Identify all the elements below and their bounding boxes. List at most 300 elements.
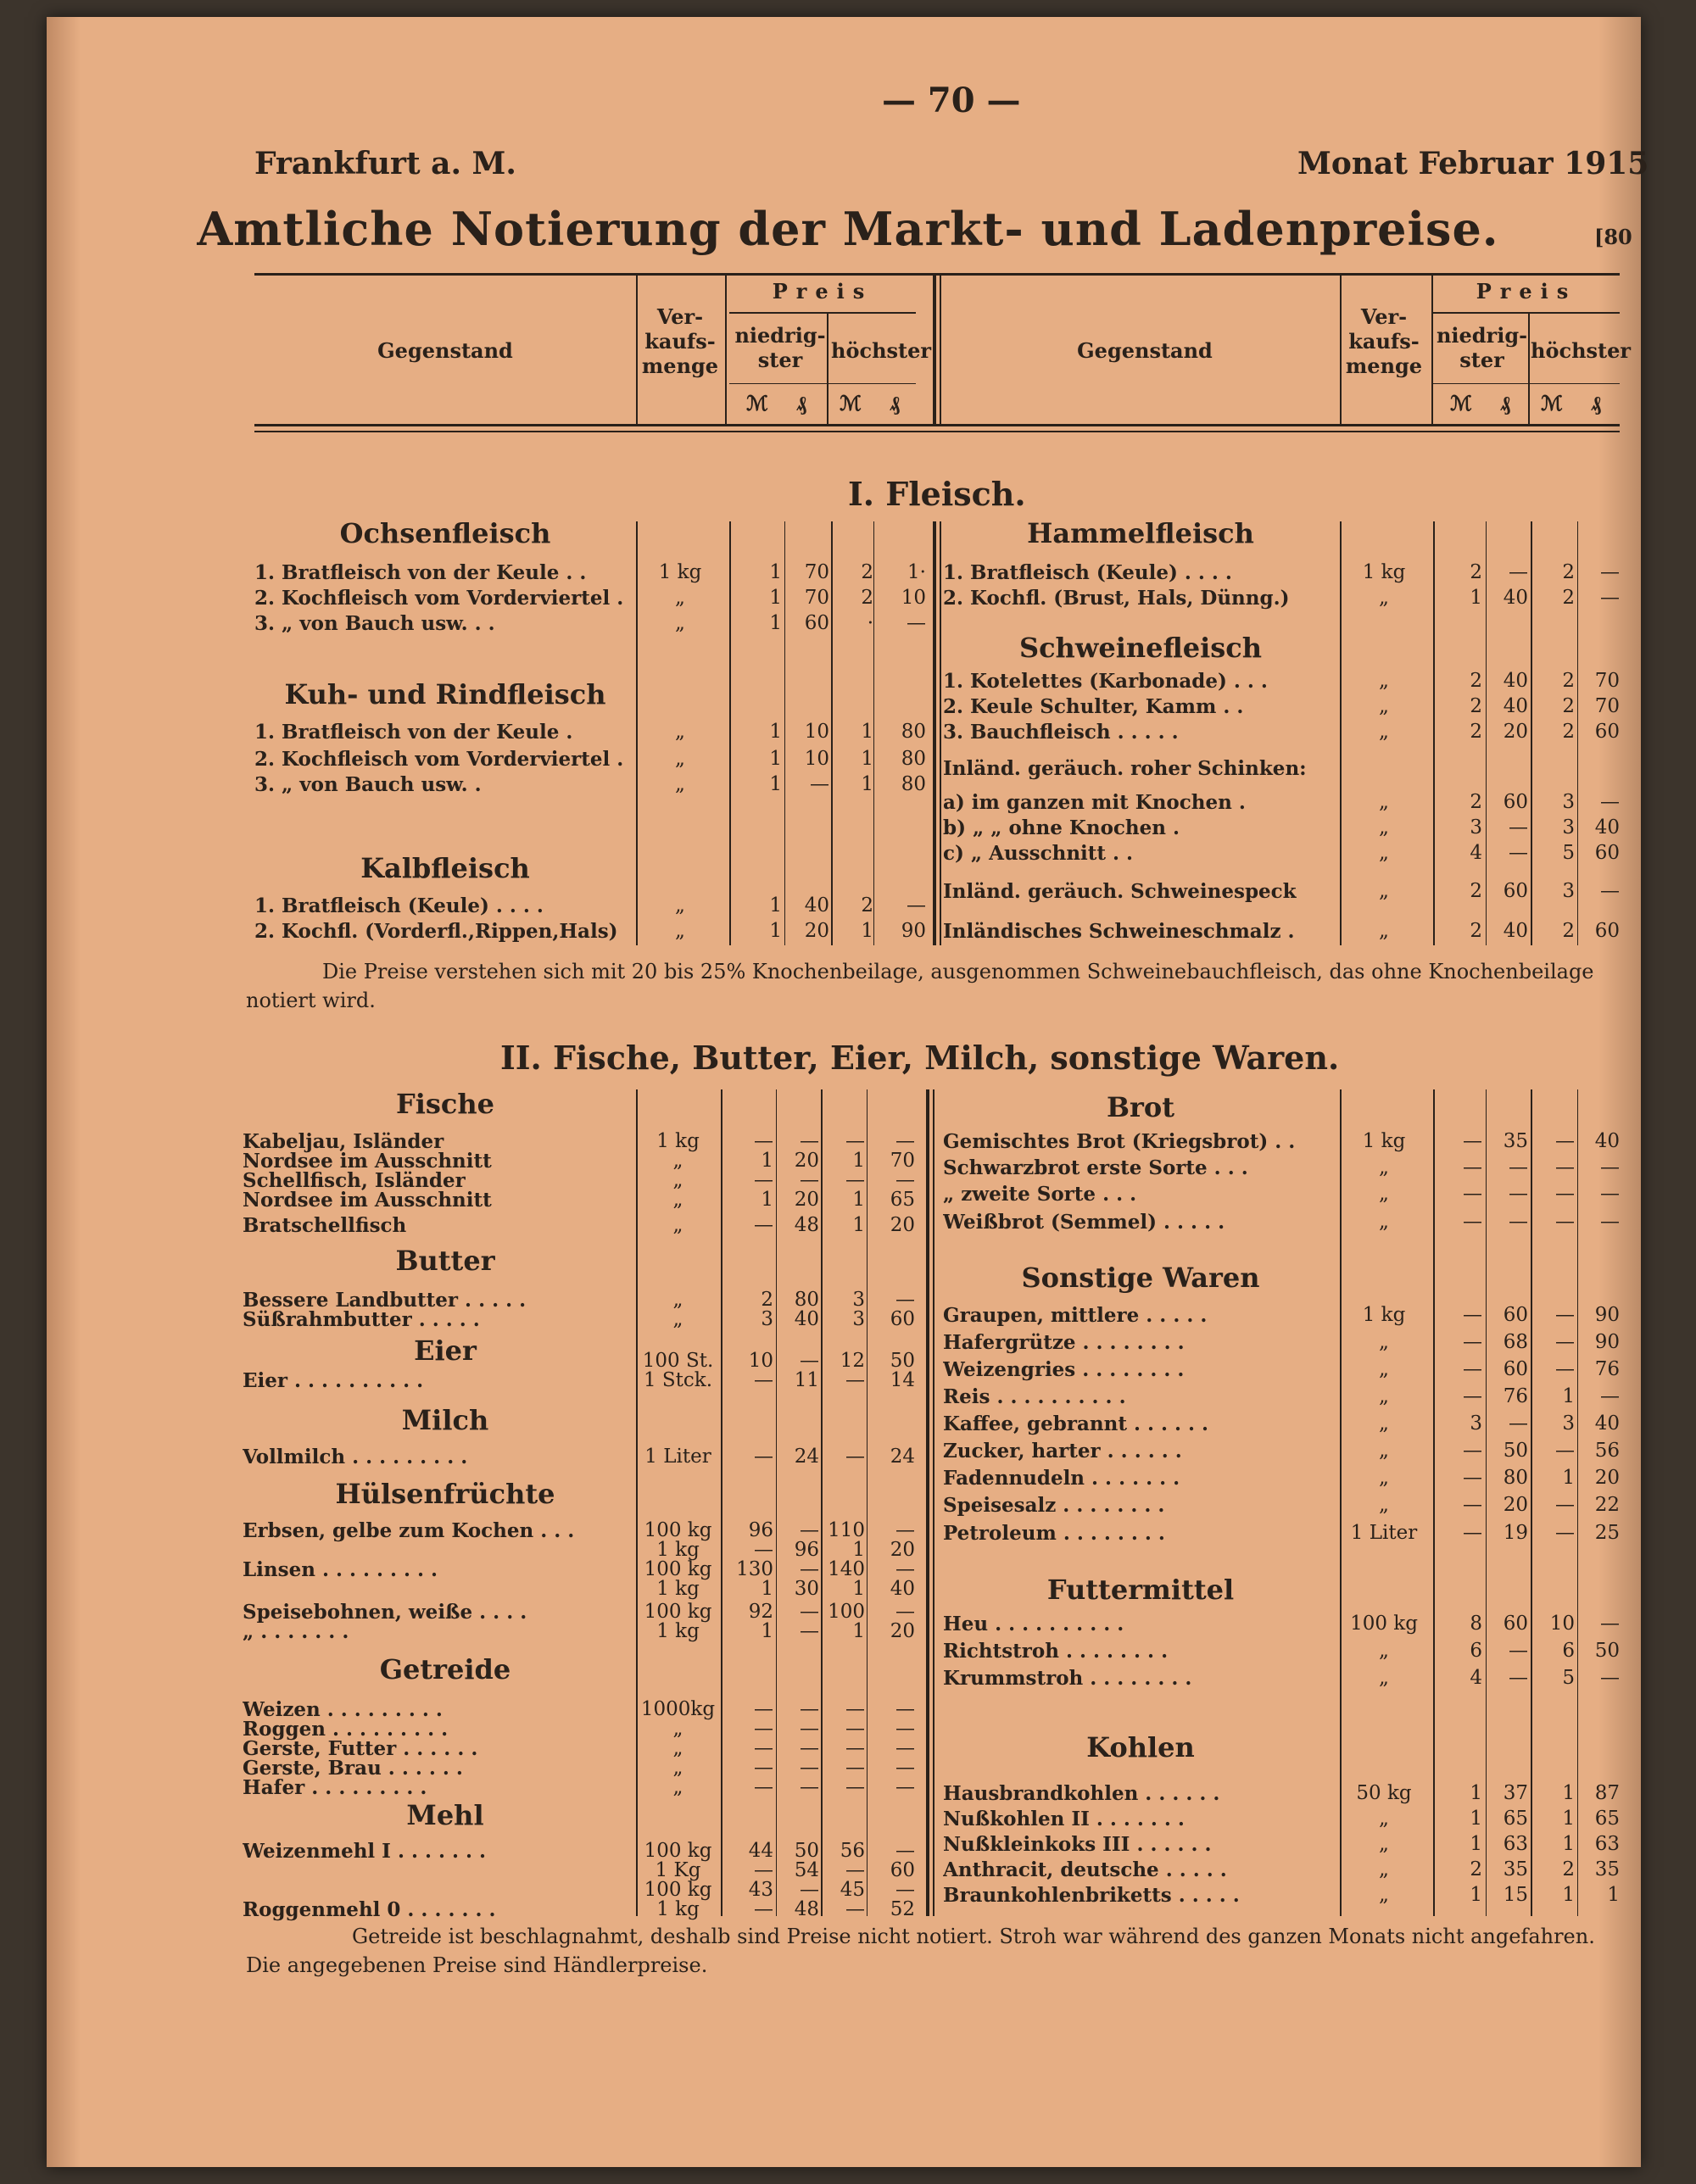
high-mark: — bbox=[1555, 1304, 1575, 1326]
item-label: 1. Bratfleisch von der Keule . bbox=[254, 721, 573, 744]
sale-quantity: „ bbox=[1379, 1183, 1389, 1205]
high-pf: 63 bbox=[1594, 1833, 1620, 1855]
high-pf: 60 bbox=[1594, 842, 1620, 864]
low-mark: 1 bbox=[1470, 1833, 1482, 1855]
header-gegenstand-left: Gegenstand bbox=[377, 338, 513, 363]
item-label: Graupen, mittlere . . . . . bbox=[943, 1304, 1208, 1327]
low-pf: 20 bbox=[794, 1150, 819, 1172]
high-mark: 1 bbox=[1562, 1782, 1575, 1804]
high-mark: 2 bbox=[861, 561, 873, 583]
low-pf: 60 bbox=[1503, 1613, 1528, 1635]
high-mark: — bbox=[1555, 1183, 1575, 1205]
high-pf: 1 bbox=[1607, 1884, 1620, 1906]
low-mark: 1 bbox=[769, 748, 782, 770]
high-mark: — bbox=[1555, 1440, 1575, 1462]
sale-quantity: „ bbox=[1379, 1358, 1389, 1380]
low-pf: — bbox=[1509, 816, 1528, 838]
low-pf: 24 bbox=[794, 1446, 819, 1468]
table-row bbox=[0, 1884, 1696, 1909]
item-label: Roggenmehl 0 . . . . . . . bbox=[243, 1898, 496, 1921]
sale-quantity: „ bbox=[1379, 791, 1389, 813]
high-pf: 90 bbox=[1594, 1331, 1620, 1353]
header-top-rule bbox=[254, 273, 1620, 276]
header-mark-right-1: ℳ bbox=[1450, 391, 1472, 415]
group-huelsenfruechte: Hülsenfrüchte bbox=[335, 1478, 555, 1510]
high-pf: — bbox=[895, 1840, 915, 1862]
high-mark: 3 bbox=[1562, 791, 1575, 813]
table-row bbox=[0, 791, 1696, 816]
group-schweinefleisch: Schweinefleisch bbox=[1018, 632, 1263, 664]
sale-quantity: 100 kg bbox=[644, 1879, 712, 1901]
sale-quantity: „ bbox=[675, 587, 685, 609]
sale-quantity: 1 Stck. bbox=[643, 1369, 713, 1391]
sale-quantity: „ bbox=[1379, 1494, 1389, 1516]
high-mark: 2 bbox=[1562, 587, 1575, 609]
low-mark: — bbox=[1463, 1156, 1482, 1178]
item-label: Heu . . . . . . . . . . bbox=[943, 1613, 1124, 1635]
note-knochenbeilage: Die Preise verstehen sich mit 20 bis 25% Knochenbeilage, ausgenommen Schweinebauchfleisch, das ohne Knochenbeilage notiert wird. bbox=[246, 960, 1594, 1012]
high-mark: — bbox=[845, 1859, 865, 1881]
low-mark: — bbox=[754, 1859, 773, 1881]
sale-quantity: „ bbox=[672, 1289, 683, 1311]
item-label: Kabeljau, Isländer bbox=[243, 1130, 444, 1153]
sale-quantity: „ bbox=[675, 721, 685, 743]
item-label: Weizengries . . . . . . . . bbox=[943, 1358, 1185, 1381]
high-pf: 20 bbox=[890, 1620, 915, 1642]
item-label: Vollmilch . . . . . . . . . bbox=[243, 1446, 468, 1468]
high-pf: — bbox=[1600, 561, 1620, 583]
low-mark: 1 bbox=[769, 561, 782, 583]
high-mark: 6 bbox=[1562, 1640, 1575, 1662]
high-mark: 5 bbox=[1562, 842, 1575, 864]
item-label: Speisesalz . . . . . . . . bbox=[943, 1494, 1165, 1517]
low-mark: — bbox=[754, 1698, 773, 1720]
table-row bbox=[0, 757, 1696, 783]
low-pf: 10 bbox=[804, 721, 829, 743]
high-pf: — bbox=[895, 1718, 915, 1740]
high-pf: 60 bbox=[1594, 721, 1620, 743]
table-row bbox=[0, 1640, 1696, 1665]
high-mark: — bbox=[1555, 1331, 1575, 1353]
high-pf: 70 bbox=[1594, 695, 1620, 717]
sale-quantity: „ bbox=[672, 1150, 683, 1172]
low-pf: — bbox=[800, 1558, 819, 1580]
low-mark: — bbox=[754, 1130, 773, 1152]
low-pf: — bbox=[800, 1776, 819, 1798]
high-pf: — bbox=[1600, 1183, 1620, 1205]
low-mark: 2 bbox=[1470, 721, 1482, 743]
sale-quantity: 1 kg bbox=[1362, 1130, 1406, 1152]
low-mark: — bbox=[1463, 1331, 1482, 1353]
low-mark: 130 bbox=[736, 1558, 773, 1580]
low-mark: 2 bbox=[1470, 920, 1482, 942]
low-pf: 37 bbox=[1503, 1782, 1528, 1804]
high-pf: 70 bbox=[1594, 670, 1620, 692]
group-kalbfleisch: Kalbfleisch bbox=[360, 852, 530, 884]
low-mark: 4 bbox=[1470, 1667, 1482, 1689]
sale-quantity: 1 kg bbox=[1362, 561, 1406, 583]
low-pf: 40 bbox=[804, 894, 829, 916]
low-pf: 10 bbox=[804, 748, 829, 770]
item-label: Gerste, Brau . . . . . . bbox=[243, 1757, 463, 1780]
table-row bbox=[0, 587, 1696, 612]
header-pf-left-2: ₰ bbox=[890, 391, 900, 415]
header-hoechster-left: höchster bbox=[831, 338, 932, 363]
high-pf: 60 bbox=[1594, 920, 1620, 942]
high-mark: 2 bbox=[1562, 670, 1575, 692]
high-mark: — bbox=[1555, 1522, 1575, 1544]
high-mark: 12 bbox=[840, 1350, 865, 1372]
sale-quantity: „ bbox=[1379, 1884, 1389, 1906]
table-row bbox=[0, 1304, 1696, 1329]
high-pf: 80 bbox=[901, 773, 926, 795]
sale-quantity: 100 kg bbox=[644, 1840, 712, 1862]
high-pf: — bbox=[895, 1289, 915, 1311]
low-pf: 68 bbox=[1503, 1331, 1528, 1353]
high-pf: — bbox=[895, 1601, 915, 1623]
item-label: Schwarzbrot erste Sorte . . . bbox=[943, 1156, 1248, 1179]
high-pf: — bbox=[895, 1776, 915, 1798]
sale-quantity: „ bbox=[672, 1776, 683, 1798]
item-label: Richtstroh . . . . . . . . bbox=[943, 1640, 1169, 1663]
sale-quantity: 1 kg bbox=[656, 1130, 700, 1152]
table-row bbox=[0, 1522, 1696, 1547]
sale-quantity: 100 kg bbox=[644, 1519, 712, 1541]
header-hoechster-right: höchster bbox=[1531, 338, 1632, 363]
sale-quantity: 1 kg bbox=[658, 561, 702, 583]
low-pf: 80 bbox=[1503, 1467, 1528, 1489]
low-pf: 70 bbox=[804, 561, 829, 583]
low-pf: — bbox=[800, 1757, 819, 1779]
low-pf: 60 bbox=[1503, 1358, 1528, 1380]
high-pf: — bbox=[1600, 880, 1620, 902]
item-label: Anthracit, deutsche . . . . . bbox=[943, 1858, 1227, 1881]
low-pf: 30 bbox=[794, 1578, 819, 1600]
low-mark: — bbox=[754, 1718, 773, 1740]
high-mark: 2 bbox=[861, 587, 873, 609]
low-mark: — bbox=[754, 1214, 773, 1236]
high-mark: — bbox=[1555, 1130, 1575, 1152]
high-pf: 20 bbox=[890, 1214, 915, 1236]
group-ochsenfleisch: Ochsenfleisch bbox=[339, 517, 551, 549]
low-pf: 19 bbox=[1503, 1522, 1528, 1544]
item-label: Erbsen, gelbe zum Kochen . . . bbox=[243, 1519, 575, 1542]
low-mark: 2 bbox=[1470, 670, 1482, 692]
sale-quantity: „ bbox=[1379, 842, 1389, 864]
high-pf: 56 bbox=[1594, 1440, 1620, 1462]
high-mark: 2 bbox=[1562, 561, 1575, 583]
high-mark: — bbox=[845, 1446, 865, 1468]
low-mark: 1 bbox=[1470, 1808, 1482, 1830]
item-label: 1. Kotelettes (Karbonade) . . . bbox=[943, 670, 1268, 693]
table-row bbox=[0, 816, 1696, 842]
sale-quantity: „ bbox=[672, 1718, 683, 1740]
header-niedrigster-left: niedrig- ster bbox=[734, 323, 826, 372]
sale-quantity: „ bbox=[675, 773, 685, 795]
high-pf: 40 bbox=[890, 1578, 915, 1600]
sale-quantity: „ bbox=[1379, 721, 1389, 743]
low-mark: 1 bbox=[769, 920, 782, 942]
high-mark: 1 bbox=[1562, 1884, 1575, 1906]
low-mark: — bbox=[1463, 1440, 1482, 1462]
high-mark: — bbox=[845, 1898, 865, 1920]
low-mark: 1 bbox=[761, 1620, 773, 1642]
high-pf: — bbox=[1600, 1156, 1620, 1178]
low-pf: — bbox=[800, 1519, 819, 1541]
low-pf: 65 bbox=[1503, 1808, 1528, 1830]
sale-quantity: 100 kg bbox=[644, 1558, 712, 1580]
low-pf: 50 bbox=[794, 1840, 819, 1862]
item-label: Weizenmehl I . . . . . . . bbox=[243, 1840, 487, 1863]
table-row bbox=[0, 670, 1696, 695]
sale-quantity: „ bbox=[1379, 587, 1389, 609]
high-mark: 1 bbox=[1562, 1467, 1575, 1489]
high-pf: — bbox=[1600, 1613, 1620, 1635]
item-label: Inländisches Schweineschmalz . bbox=[943, 920, 1295, 943]
high-mark: 45 bbox=[840, 1879, 865, 1901]
sale-quantity: „ bbox=[1379, 1667, 1389, 1689]
low-pf: — bbox=[810, 773, 829, 795]
low-mark: 1 bbox=[769, 612, 782, 634]
table-row bbox=[0, 721, 1696, 746]
low-mark: 1 bbox=[761, 1189, 773, 1211]
high-mark: 1 bbox=[1562, 1833, 1575, 1855]
item-label: 2. Kochfleisch vom Vorderviertel . bbox=[254, 748, 624, 771]
low-mark: — bbox=[754, 1539, 773, 1561]
header-mark-left-1: ℳ bbox=[746, 391, 768, 415]
low-mark: 2 bbox=[1470, 695, 1482, 717]
high-mark: 1 bbox=[1562, 1808, 1575, 1830]
table-row bbox=[0, 1211, 1696, 1236]
high-pf: 22 bbox=[1594, 1494, 1620, 1516]
low-pf: — bbox=[800, 1718, 819, 1740]
low-mark: — bbox=[754, 1737, 773, 1759]
low-mark: — bbox=[754, 1757, 773, 1779]
low-mark: — bbox=[1463, 1467, 1482, 1489]
high-mark: 1 bbox=[852, 1578, 865, 1600]
low-pf: 15 bbox=[1503, 1884, 1528, 1906]
item-label: Speisebohnen, weiße . . . . bbox=[243, 1601, 527, 1624]
low-mark: 3 bbox=[1470, 1412, 1482, 1435]
item-label: Krummstroh . . . . . . . . bbox=[943, 1667, 1192, 1690]
low-mark: — bbox=[1463, 1522, 1482, 1544]
low-mark: 96 bbox=[748, 1519, 773, 1541]
high-pf: 90 bbox=[901, 920, 926, 942]
high-mark: — bbox=[1555, 1211, 1575, 1233]
group-butter: Butter bbox=[395, 1245, 495, 1277]
sale-quantity: „ bbox=[672, 1169, 683, 1191]
high-mark: · bbox=[867, 612, 873, 634]
high-pf: — bbox=[895, 1757, 915, 1779]
high-mark: — bbox=[845, 1369, 865, 1391]
high-pf: 70 bbox=[890, 1150, 915, 1172]
table-row bbox=[0, 1858, 1696, 1884]
table-row bbox=[0, 842, 1696, 867]
sale-quantity: „ bbox=[675, 748, 685, 770]
high-pf: 60 bbox=[890, 1859, 915, 1881]
low-mark: — bbox=[1463, 1494, 1482, 1516]
section-fleisch-title: I. Fleisch. bbox=[848, 475, 1026, 513]
low-pf: — bbox=[800, 1350, 819, 1372]
sale-quantity: 1 kg bbox=[1362, 1304, 1406, 1326]
high-mark: 56 bbox=[840, 1840, 865, 1862]
sale-quantity: „ bbox=[672, 1214, 683, 1236]
header-pf-right-2: ₰ bbox=[1591, 391, 1601, 415]
sale-quantity: „ bbox=[1379, 1211, 1389, 1233]
item-label: Gemischtes Brot (Kriegsbrot) . . bbox=[943, 1130, 1296, 1153]
table-row bbox=[0, 1494, 1696, 1519]
low-mark: 2 bbox=[1470, 561, 1482, 583]
low-mark: — bbox=[1463, 1358, 1482, 1380]
table-row bbox=[0, 561, 1696, 587]
high-mark: 2 bbox=[1562, 920, 1575, 942]
high-mark: 1 bbox=[852, 1539, 865, 1561]
high-mark: 1 bbox=[852, 1620, 865, 1642]
sale-quantity: „ bbox=[1379, 920, 1389, 942]
high-pf: — bbox=[895, 1698, 915, 1720]
item-label: „ zweite Sorte . . . bbox=[943, 1183, 1137, 1206]
item-label: 1. Bratfleisch (Keule) . . . . bbox=[943, 561, 1232, 584]
group-milch: Milch bbox=[401, 1404, 489, 1436]
high-pf: 20 bbox=[890, 1539, 915, 1561]
high-mark: 2 bbox=[1562, 1858, 1575, 1880]
high-pf: 40 bbox=[1594, 1130, 1620, 1152]
low-mark: 1 bbox=[1470, 587, 1482, 609]
low-pf: — bbox=[800, 1601, 819, 1623]
low-mark: 1 bbox=[1470, 1782, 1482, 1804]
low-pf: — bbox=[1509, 1183, 1528, 1205]
group-fische: Fische bbox=[396, 1088, 494, 1120]
sale-quantity: „ bbox=[672, 1189, 683, 1211]
table-row bbox=[0, 1412, 1696, 1438]
group-getreide: Getreide bbox=[379, 1653, 511, 1685]
low-pf: 48 bbox=[794, 1214, 819, 1236]
low-pf: 40 bbox=[1503, 587, 1528, 609]
high-mark: 10 bbox=[1549, 1613, 1575, 1635]
header-divider bbox=[636, 276, 638, 424]
header-unit-rule bbox=[729, 383, 916, 384]
group-hammelfleisch: Hammelfleisch bbox=[1027, 517, 1254, 549]
low-mark: 43 bbox=[748, 1879, 773, 1901]
item-label: Nußkohlen II . . . . . . . bbox=[943, 1808, 1185, 1830]
low-pf: — bbox=[800, 1130, 819, 1152]
item-label: 1. Bratfleisch (Keule) . . . . bbox=[254, 894, 544, 917]
high-pf: — bbox=[907, 612, 926, 634]
high-mark: 1 bbox=[852, 1189, 865, 1211]
low-mark: 1 bbox=[769, 587, 782, 609]
low-pf: — bbox=[1509, 1412, 1528, 1435]
item-label: Braunkohlenbriketts . . . . . bbox=[943, 1884, 1240, 1907]
high-mark: 1 bbox=[1562, 1385, 1575, 1407]
header-menge-left: Ver- kaufs- menge bbox=[641, 304, 719, 378]
low-mark: 3 bbox=[1470, 816, 1482, 838]
high-mark: 3 bbox=[1562, 880, 1575, 902]
sale-quantity: 1 kg bbox=[656, 1898, 700, 1920]
low-pf: 60 bbox=[1503, 880, 1528, 902]
low-pf: 50 bbox=[1503, 1440, 1528, 1462]
item-label: a) im ganzen mit Knochen . bbox=[943, 791, 1246, 814]
header-divider bbox=[1431, 276, 1433, 424]
high-pf: 40 bbox=[1594, 816, 1620, 838]
sale-quantity: „ bbox=[1379, 1156, 1389, 1178]
sale-quantity: „ bbox=[1379, 1331, 1389, 1353]
header-divider bbox=[725, 276, 727, 424]
header-preis-right: Preis bbox=[1476, 279, 1577, 304]
high-pf: 80 bbox=[901, 721, 926, 743]
item-label: Zucker, harter . . . . . . bbox=[943, 1440, 1182, 1462]
item-label: 2. Kochfl. (Brust, Hals, Dünng.) bbox=[943, 587, 1290, 610]
low-mark: 92 bbox=[748, 1601, 773, 1623]
item-label: 2. Keule Schulter, Kamm . . bbox=[943, 695, 1244, 718]
sale-quantity: 100 St. bbox=[642, 1350, 714, 1372]
header-divider bbox=[933, 276, 936, 424]
item-label: Kaffee, gebrannt . . . . . . bbox=[943, 1412, 1209, 1435]
high-mark: 2 bbox=[1562, 721, 1575, 743]
sale-quantity: „ bbox=[672, 1737, 683, 1759]
group-kohlen: Kohlen bbox=[1086, 1731, 1195, 1763]
sale-quantity: „ bbox=[1379, 1385, 1389, 1407]
table-row bbox=[0, 1667, 1696, 1692]
sale-quantity: „ bbox=[1379, 695, 1389, 717]
table-row bbox=[0, 880, 1696, 905]
low-pf: 20 bbox=[794, 1189, 819, 1211]
low-mark: 1 bbox=[761, 1578, 773, 1600]
item-label: Bessere Landbutter . . . . . bbox=[243, 1289, 527, 1312]
high-pf: — bbox=[1600, 1667, 1620, 1689]
item-label: b) „ „ ohne Knochen . bbox=[943, 816, 1180, 839]
low-mark: 6 bbox=[1470, 1640, 1482, 1662]
high-mark: 140 bbox=[828, 1558, 865, 1580]
high-pf: 87 bbox=[1594, 1782, 1620, 1804]
item-label: 2. Kochfleisch vom Vorderviertel . bbox=[254, 587, 624, 610]
item-label: 3. „ von Bauch usw. . . bbox=[254, 612, 495, 635]
group-mehl: Mehl bbox=[406, 1799, 484, 1831]
high-mark: 3 bbox=[852, 1308, 865, 1330]
low-mark: — bbox=[754, 1446, 773, 1468]
header-divider bbox=[1528, 314, 1530, 424]
sale-quantity: „ bbox=[1379, 1808, 1389, 1830]
high-mark: 1 bbox=[861, 721, 873, 743]
low-pf: 96 bbox=[794, 1539, 819, 1561]
low-mark: 2 bbox=[1470, 1858, 1482, 1880]
header-gegenstand-right: Gegenstand bbox=[1077, 338, 1213, 363]
low-pf: — bbox=[800, 1620, 819, 1642]
high-pf: 40 bbox=[1594, 1412, 1620, 1435]
low-mark: 3 bbox=[761, 1308, 773, 1330]
low-pf: 80 bbox=[794, 1289, 819, 1311]
high-pf: — bbox=[1600, 587, 1620, 609]
low-pf: — bbox=[1509, 1667, 1528, 1689]
sale-quantity: „ bbox=[1379, 1412, 1389, 1435]
high-pf: 52 bbox=[890, 1898, 915, 1920]
table-row bbox=[0, 1183, 1696, 1208]
item-label: Schellfisch, Isländer bbox=[243, 1169, 466, 1192]
header-divider bbox=[827, 314, 828, 424]
item-label: 3. „ von Bauch usw. . bbox=[254, 773, 482, 796]
high-mark: — bbox=[845, 1718, 865, 1740]
high-mark: 1 bbox=[852, 1214, 865, 1236]
high-mark: — bbox=[845, 1130, 865, 1152]
high-mark: 1 bbox=[852, 1150, 865, 1172]
low-mark: 1 bbox=[761, 1150, 773, 1172]
table-row bbox=[0, 920, 1696, 945]
table-row bbox=[0, 1385, 1696, 1411]
item-label: Roggen . . . . . . . . . bbox=[243, 1718, 449, 1741]
high-pf: 60 bbox=[890, 1308, 915, 1330]
low-pf: 54 bbox=[794, 1859, 819, 1881]
low-mark: 8 bbox=[1470, 1613, 1482, 1635]
item-label: „ . . . . . . . bbox=[243, 1620, 349, 1643]
